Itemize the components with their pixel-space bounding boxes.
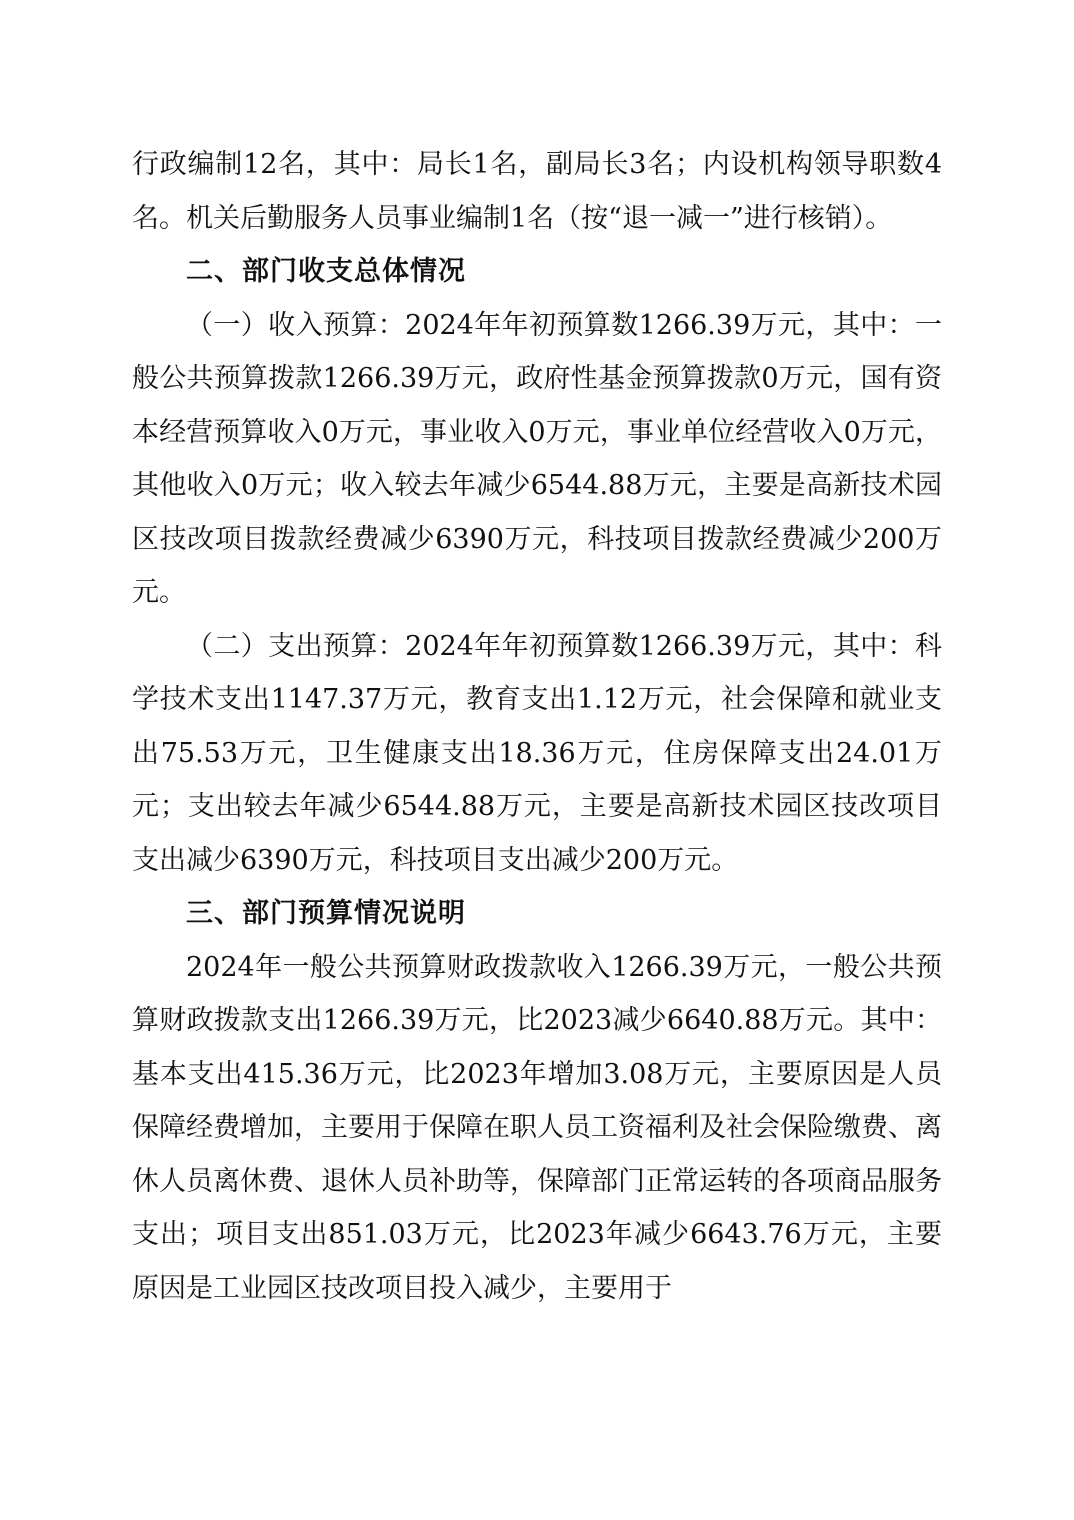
- document-body: [132, 138, 942, 1315]
- section-heading-budget-overview: 二、部门收支总体情况: [186, 256, 466, 287]
- paragraph-staffing: 行政编制12名，其中：局长1名，副局长3名；内设机构领导职数4名。机关后勤服务人员事业编制1名（按“退一减一”进行核销）。: [132, 149, 942, 234]
- paragraph-expenditure-budget: （二）支出预算：2024年年初预算数1266.39万元，其中：科学技术支出1147.37万元，教育支出1.12万元，社会保障和就业支出75.53万元，卫生健康支出18.36万元，住房保障支出24.01万元；支出较去年减少6544.88万元，主要是高新技术园区技改项目支出减少6390万元，科技项目支出减少200万元。: [132, 630, 942, 876]
- section-heading-budget-explanation: 三、部门预算情况说明: [186, 898, 466, 929]
- paragraph-income-budget: （一）收入预算：2024年年初预算数1266.39万元，其中：一般公共预算拨款1266.39万元，政府性基金预算拨款0万元，国有资本经营预算收入0万元，事业收入0万元，事业单位经营收入0万元，其他收入0万元；收入较去年减少6544.88万元，主要是高新技术园区技改项目拨款经费减少6390万元，科技项目拨款经费减少200万元。: [132, 309, 942, 608]
- paragraph-fiscal-appropriation: 2024年一般公共预算财政拨款收入1266.39万元，一般公共预算财政拨款支出1266.39万元，比2023减少6640.88万元。其中：基本支出415.36万元，比2023年增加3.08万元，主要原因是人员保障经费增加，主要用于保障在职人员工资福利及社会保险缴费、离休人员离休费、退休人员补助等，保障部门正常运转的各项商品服务支出；项目支出851.03万元，比2023年减少6643.76万元，主要原因是工业园区技改项目投入减少，主要用于: [132, 951, 942, 1304]
